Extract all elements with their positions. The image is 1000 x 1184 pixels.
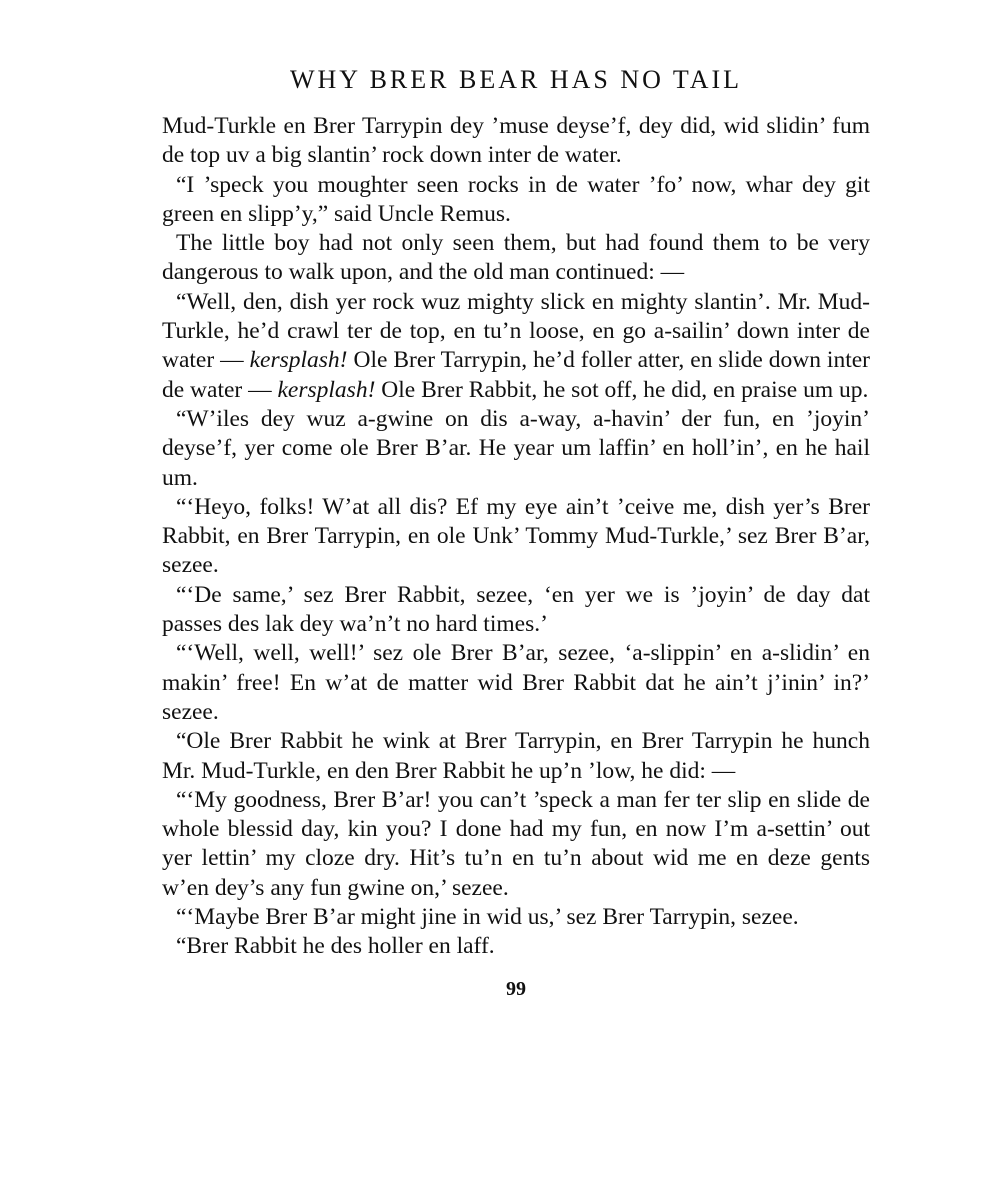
body-text xyxy=(162,112,870,962)
book-page xyxy=(162,62,870,1002)
running-head: WHY BRER BEAR HAS NO TAIL xyxy=(289,65,743,94)
paragraph-text: Ole Brer Tarrypin, he’d foller atter, en slide down inter de water — xyxy=(162,347,870,403)
paragraph: “‘Maybe Brer B’ar might jine in wid us,’ sez Brer Tarrypin, sezee. xyxy=(176,904,799,931)
paragraph xyxy=(162,288,870,405)
paragraph-text: “Well, den, dish yer rock wuz mighty slick en mighty slantin’. Mr. Mud-Turkle, he’d crawl ter de top, en tu’n loose, en go a-sailin’ down inter de water — xyxy=(162,288,870,374)
sound-effect-italic: kersplash! xyxy=(277,376,376,403)
paragraph: “I ’speck you moughter seen rocks in de water ’fo’ now, whar dey git green en slipp’y,” said Uncle Remus. xyxy=(162,171,870,227)
paragraph: “‘De same,’ sez Brer Rabbit, sezee, ‘en yer we is ’joyin’ de day dat passes des lak dey wa’n’t no hard times.’ xyxy=(162,581,870,638)
paragraph: “W’iles dey wuz a-gwine on dis a-way, a-havin’ der fun, en ’joyin’ deyse’f, yer come ole Brer B’ar. He year um laffin’ en holl’in’, en he hail um. xyxy=(162,405,870,491)
paragraph: “Brer Rabbit he des holler en laff. xyxy=(176,933,495,960)
paragraph: “‘Well, well, well!’ sez ole Brer B’ar, sezee, ‘a-slippin’ en a-slidin’ en makin’ free! En w’at de matter wid Brer Rabbit dat he ain’t j’inin’ in?’ sezee. xyxy=(162,640,870,725)
paragraph: “Ole Brer Rabbit he wink at Brer Tarrypin, en Brer Tarrypin he hunch Mr. Mud-Turkle, en den Brer Rabbit he up’n ’low, he did: — xyxy=(162,728,870,784)
paragraph-text: Ole Brer Rabbit, he sot off, he did, en praise um up. xyxy=(375,376,869,403)
paragraph: “‘My goodness, Brer B’ar! you can’t ’speck a man fer ter slip en slide de whole blessid day, kin you? I done had my fun, en now I’m a-settin’ out yer lettin’ my cloze dry. Hit’s tu’n en tu’n about wid me en deze gents w’en dey’s any fun gwine on,’ sezee. xyxy=(162,786,870,901)
sound-effect-italic: kersplash! xyxy=(249,347,348,374)
paragraph: Mud-Turkle en Brer Tarrypin dey ’muse deyse’f, dey did, wid slidin’ fum de top uv a big slantin’ rock down inter de water. xyxy=(162,113,870,169)
paragraph: The little boy had not only seen them, but had found them to be very dangerous to walk upon, and the old man continued: — xyxy=(162,230,870,286)
paragraph: “‘Heyo, folks! W’at all dis? Ef my eye ain’t ’ceive me, dish yer’s Brer Rabbit, en Brer Tarrypin, en ole Unk’ Tommy Mud-Turkle,’ sez Brer B’ar, sezee. xyxy=(162,493,870,579)
page-number: 99 xyxy=(506,977,526,1000)
